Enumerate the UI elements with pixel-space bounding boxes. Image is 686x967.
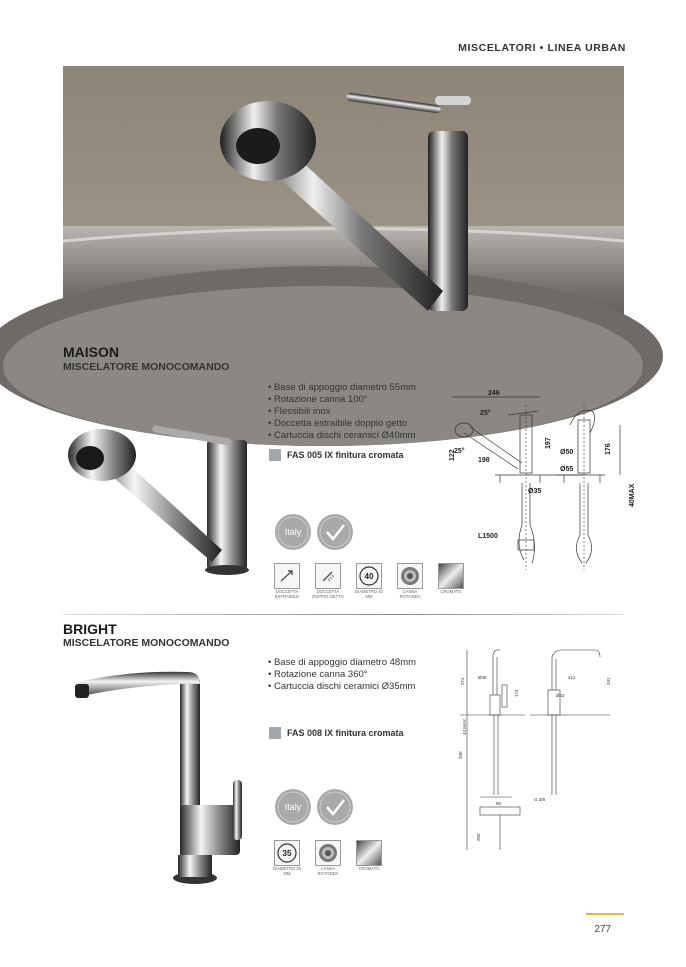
dim-text: Ø55: [560, 466, 574, 473]
product-subtitle-bright: MISCELATORE MONOCOMANDO: [63, 637, 230, 649]
dim-text: Ø35: [528, 488, 542, 495]
icon-caption: CANNA ROTONDA: [317, 866, 339, 876]
feature-doccetta-doppio-getto: [311, 563, 345, 599]
feature-diametro-35: [270, 840, 304, 876]
dim-text: 43 MAX: [462, 718, 467, 735]
cromato-icon: [356, 840, 382, 866]
maison-technical-drawing: [440, 385, 636, 590]
diametro-35mm-icon: [274, 840, 300, 866]
icon-caption: CANNA ROTONDA: [399, 589, 421, 599]
product-title-maison: MAISON: [63, 344, 119, 360]
dim-text: 197: [545, 437, 552, 449]
maison-code-row: [269, 449, 404, 461]
dim-text: 25°: [454, 448, 465, 455]
icon-caption: DOCCETTA ESTRAIBILE: [274, 589, 300, 599]
dim-text: L1500: [478, 533, 498, 540]
dim-text: Ø42: [556, 693, 565, 698]
dim-text: Ø48: [478, 675, 487, 680]
finish-swatch: [269, 727, 281, 739]
spec-item: • Base di appoggio diametro 55mm: [268, 382, 416, 394]
page-accent-line: [586, 913, 624, 915]
feature-diametro-40: [352, 563, 386, 599]
icon-value: 40: [364, 572, 374, 581]
feature-canna-rotonda: [311, 840, 345, 876]
doccetta-estraibile-icon: [274, 563, 300, 589]
dim-text: 40MAX: [629, 483, 636, 507]
product-title-bright: BRIGHT: [63, 621, 117, 637]
quality-check-badge: [316, 788, 354, 831]
italy-badge-text: Italy: [284, 802, 302, 812]
canna-rotonda-icon: [315, 840, 341, 866]
dim-text: 246: [488, 390, 500, 397]
made-in-italy-badge: [274, 513, 312, 556]
product-subtitle-maison: MISCELATORE MONOCOMANDO: [63, 361, 230, 373]
made-in-italy-badge: [274, 788, 312, 831]
icon-value: 35: [282, 849, 292, 858]
spec-item: • Cartuccia dischi ceramici Ø40mm: [268, 430, 416, 442]
italy-badge-text: Italy: [284, 527, 302, 537]
canna-rotonda-icon: [397, 563, 423, 589]
dim-text: 122: [449, 449, 456, 461]
spec-item: • Doccetta estraibile doppio getto: [268, 418, 416, 430]
dim-text: 176: [605, 443, 612, 455]
dim-text: 174: [514, 689, 519, 697]
diametro-40mm-icon: [356, 563, 382, 589]
bright-code-row: [269, 727, 404, 739]
bright-faucet-image: [70, 660, 270, 890]
section-header: MISCELATORI • LINEA URBAN: [458, 42, 626, 54]
icon-caption: DOCCETTA DOPPIO GETTO: [312, 589, 344, 599]
spec-item: • Flessibili inox: [268, 406, 416, 418]
spec-item: • Rotazione canna 100°: [268, 394, 416, 406]
maison-feature-icons: [270, 563, 468, 599]
finish-swatch: [269, 449, 281, 461]
dim-text: G 3/8: [534, 797, 546, 802]
dim-text: 341: [606, 677, 611, 685]
dim-text: 212: [568, 675, 576, 680]
maison-product-code: FAS 005 IX finitura cromata: [287, 450, 404, 460]
quality-check-badge: [316, 513, 354, 556]
maison-spec-list: [268, 382, 416, 442]
icon-caption: CROMATO: [358, 866, 380, 871]
page-number: 277: [594, 924, 611, 935]
icon-caption: DIAMETRO 35 MM: [273, 866, 301, 876]
spec-item: • Rotazione canna 360°: [268, 669, 416, 681]
bright-product-code: FAS 008 IX finitura cromata: [287, 728, 404, 738]
bright-spec-list: [268, 657, 416, 693]
dim-text: 272: [460, 677, 465, 685]
dim-text: Ø50: [560, 449, 574, 456]
maison-faucet-image: [62, 410, 272, 580]
dim-text: 25°: [480, 410, 491, 417]
icon-caption: DIAMETRO 40 MM: [355, 589, 383, 599]
bright-technical-drawing: [450, 645, 625, 860]
feature-cromato: [352, 840, 386, 876]
spec-item: • Base di appoggio diametro 48mm: [268, 657, 416, 669]
feature-doccetta-estraibile: [270, 563, 304, 599]
feature-canna-rotonda: [393, 563, 427, 599]
hero-photo: [63, 66, 624, 332]
bright-feature-icons: [270, 840, 386, 876]
dim-text: 90: [496, 801, 502, 806]
doccetta-doppio-getto-icon: [315, 563, 341, 589]
dim-text: 250: [476, 833, 481, 841]
spec-item: • Cartuccia dischi ceramici Ø35mm: [268, 681, 416, 693]
dim-text: 198: [478, 457, 490, 464]
dim-text: 330: [458, 751, 463, 759]
section-divider: [63, 614, 624, 615]
icon-caption: CROMATO: [440, 589, 462, 594]
